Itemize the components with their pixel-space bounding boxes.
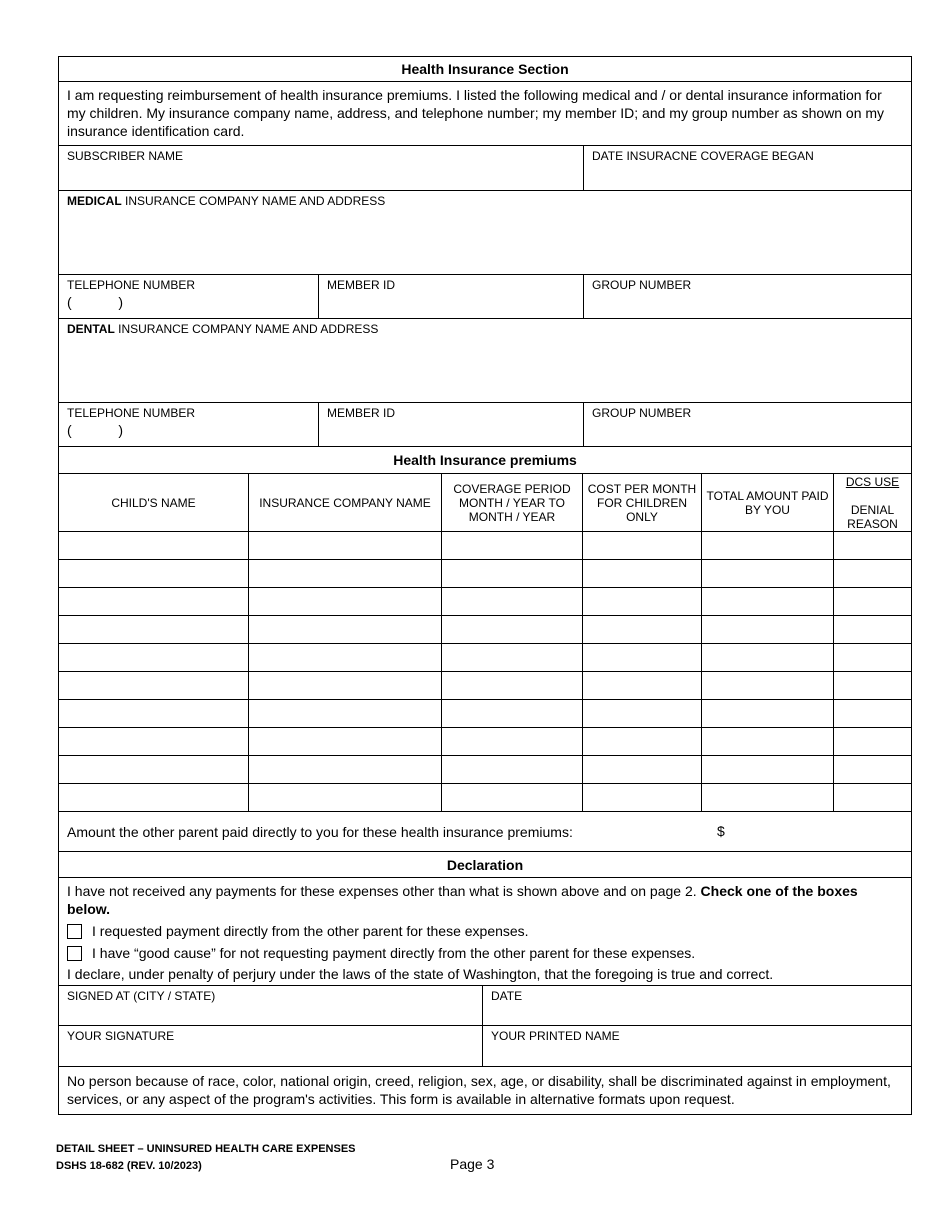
signature-field[interactable]: [59, 1026, 483, 1067]
cell[interactable]: [583, 728, 702, 756]
premium-row: [59, 728, 912, 756]
cell[interactable]: [834, 784, 912, 812]
dollar-sign: $: [717, 823, 725, 839]
cell[interactable]: [702, 644, 834, 672]
option-requested-payment[interactable]: [67, 922, 903, 940]
cell[interactable]: [59, 532, 249, 560]
option-good-cause-label: I have “good cause” for not requesting payment directly from the other parent for these expenses.: [92, 945, 696, 961]
cell[interactable]: [702, 532, 834, 560]
medical-phone-parens: ( ): [67, 294, 123, 310]
cell[interactable]: [442, 784, 583, 812]
cell[interactable]: [702, 756, 834, 784]
cell[interactable]: [702, 672, 834, 700]
cell[interactable]: [249, 588, 442, 616]
medical-telephone-field[interactable]: [59, 275, 319, 319]
cell[interactable]: [702, 560, 834, 588]
page-number: Page 3: [450, 1156, 495, 1172]
footer-title: DETAIL SHEET – UNINSURED HEALTH CARE EXPENSES: [56, 1143, 356, 1155]
signature-label: YOUR SIGNATURE: [67, 1029, 175, 1043]
medical-group-number-label: GROUP NUMBER: [592, 278, 692, 292]
dental-telephone-label: TELEPHONE NUMBER: [67, 406, 196, 420]
other-parent-amount-field[interactable]: [59, 812, 912, 852]
cell[interactable]: [249, 532, 442, 560]
premium-row: [59, 616, 912, 644]
other-parent-amount-label: Amount the other parent paid directly to you for these health insurance premiums:: [67, 823, 573, 840]
medical-company-label: [59, 191, 911, 208]
cell[interactable]: [59, 756, 249, 784]
perjury-statement: I declare, under penalty of perjury under the laws of the state of Washington, that the foregoing is true and correct.: [67, 966, 774, 982]
cell[interactable]: [442, 588, 583, 616]
denial-reason-label: DENIAL REASON: [847, 502, 898, 531]
declaration-instruction: Check one of the boxes below.: [67, 883, 858, 917]
cell[interactable]: [442, 672, 583, 700]
cell[interactable]: [583, 672, 702, 700]
printed-name-label: YOUR PRINTED NAME: [491, 1029, 620, 1043]
medical-member-id-field[interactable]: [319, 275, 584, 319]
cell[interactable]: [583, 756, 702, 784]
cell[interactable]: [249, 728, 442, 756]
cell[interactable]: [702, 700, 834, 728]
option-requested-payment-label: I requested payment directly from the other parent for these expenses.: [92, 923, 529, 939]
health-insurance-section-title: Health Insurance Section: [59, 57, 912, 82]
cell[interactable]: [834, 588, 912, 616]
col-coverage-period: COVERAGE PERIOD MONTH / YEAR TO MONTH / YEAR: [442, 474, 583, 532]
date-label: DATE: [491, 989, 523, 1003]
dental-bold: DENTAL: [67, 322, 115, 336]
premium-row: [59, 700, 912, 728]
declaration-text: I have not received any payments for these expenses other than what is shown above and on page 2.: [67, 883, 701, 899]
cell[interactable]: [59, 728, 249, 756]
subscriber-name-field[interactable]: [59, 146, 584, 191]
dental-group-number-label: GROUP NUMBER: [592, 406, 692, 420]
col-cost-per-month: COST PER MONTH FOR CHILDREN ONLY: [583, 474, 702, 532]
option-good-cause[interactable]: [67, 944, 903, 962]
cell[interactable]: [583, 644, 702, 672]
cell[interactable]: [59, 784, 249, 812]
signed-at-field[interactable]: [59, 986, 483, 1026]
col-total-paid: TOTAL AMOUNT PAID BY YOU: [702, 474, 834, 532]
cell[interactable]: [249, 784, 442, 812]
cell[interactable]: [702, 588, 834, 616]
dental-member-id-label: MEMBER ID: [327, 406, 396, 420]
health-insurance-table: [58, 56, 912, 447]
signed-at-label: SIGNED AT (CITY / STATE): [67, 989, 216, 1003]
cell[interactable]: [249, 616, 442, 644]
cell[interactable]: [59, 588, 249, 616]
cell[interactable]: [59, 560, 249, 588]
col-insurance-company: INSURANCE COMPANY NAME: [249, 474, 442, 532]
cell[interactable]: [442, 616, 583, 644]
footer-form-info: [56, 1141, 356, 1175]
footer-form-number: DSHS 18-682 (REV. 10/2023): [56, 1160, 202, 1172]
cell[interactable]: [583, 700, 702, 728]
form: [58, 56, 911, 1115]
cell[interactable]: [834, 700, 912, 728]
cell[interactable]: [59, 700, 249, 728]
cell[interactable]: [442, 728, 583, 756]
premiums-section-title: Health Insurance premiums: [59, 447, 912, 474]
cell[interactable]: [442, 700, 583, 728]
cell[interactable]: [583, 616, 702, 644]
cell[interactable]: [442, 644, 583, 672]
cell[interactable]: [583, 560, 702, 588]
dental-company-label: [59, 319, 911, 336]
checkbox-requested-payment[interactable]: [67, 924, 82, 939]
coverage-began-field[interactable]: [584, 146, 912, 191]
dental-label-rest: INSURANCE COMPANY NAME AND ADDRESS: [114, 322, 379, 336]
dental-group-number-field[interactable]: [584, 403, 912, 447]
health-insurance-intro: I am requesting reimbursement of health insurance premiums. I listed the following medical and / or dental insurance information for my children. My insurance company name, address, and telephone number; my member ID; and my group number as shown on my insurance identification card.: [59, 82, 912, 146]
dental-member-id-field[interactable]: [319, 403, 584, 447]
dental-company-field[interactable]: [59, 319, 912, 403]
declaration-table: [58, 851, 912, 1115]
premium-row: [59, 672, 912, 700]
premium-row: [59, 532, 912, 560]
dental-telephone-field[interactable]: [59, 403, 319, 447]
declaration-body: [59, 878, 912, 986]
medical-bold: MEDICAL: [67, 194, 122, 208]
premium-row: [59, 560, 912, 588]
cell[interactable]: [249, 672, 442, 700]
cell[interactable]: [249, 756, 442, 784]
cell[interactable]: [59, 616, 249, 644]
subscriber-name-label: SUBSCRIBER NAME: [67, 149, 184, 163]
medical-telephone-label: TELEPHONE NUMBER: [67, 278, 196, 292]
cell[interactable]: [249, 700, 442, 728]
cell[interactable]: [702, 728, 834, 756]
cell[interactable]: [442, 560, 583, 588]
cell[interactable]: [702, 616, 834, 644]
medical-company-field[interactable]: [59, 191, 912, 275]
col-child-name: CHILD'S NAME: [59, 474, 249, 532]
cell[interactable]: [249, 644, 442, 672]
medical-group-number-field[interactable]: [584, 275, 912, 319]
date-field[interactable]: [483, 986, 912, 1026]
cell[interactable]: [834, 532, 912, 560]
cell[interactable]: [834, 644, 912, 672]
premiums-table: [58, 446, 912, 852]
medical-label-rest: INSURANCE COMPANY NAME AND ADDRESS: [121, 194, 386, 208]
cell[interactable]: [583, 784, 702, 812]
cell[interactable]: [583, 532, 702, 560]
cell[interactable]: [834, 728, 912, 756]
cell[interactable]: [442, 532, 583, 560]
printed-name-field[interactable]: [483, 1026, 912, 1067]
nondiscrimination-notice: No person because of race, color, national origin, creed, religion, sex, age, or disability, shall be discriminated against in employment, services, or any aspect of the program's activities. This form is available in alternative formats upon request.: [59, 1067, 912, 1115]
cell[interactable]: [59, 672, 249, 700]
declaration-title: Declaration: [59, 852, 912, 878]
cell[interactable]: [583, 588, 702, 616]
cell[interactable]: [702, 784, 834, 812]
cell[interactable]: [834, 560, 912, 588]
dental-phone-parens: ( ): [67, 422, 123, 438]
declaration-statement: [67, 882, 903, 918]
cell[interactable]: [249, 560, 442, 588]
premium-row: [59, 784, 912, 812]
cell[interactable]: [442, 756, 583, 784]
dcs-use-label: DCS USE: [845, 474, 900, 489]
premium-row: [59, 588, 912, 616]
medical-member-id-label: MEMBER ID: [327, 278, 396, 292]
checkbox-good-cause[interactable]: [67, 946, 82, 961]
col-dcs-use: [834, 474, 912, 532]
premium-row: [59, 756, 912, 784]
cell[interactable]: [834, 756, 912, 784]
coverage-began-label: DATE INSURACNE COVERAGE BEGAN: [592, 149, 814, 163]
cell[interactable]: [59, 644, 249, 672]
premium-row: [59, 644, 912, 672]
cell[interactable]: [834, 616, 912, 644]
cell[interactable]: [834, 672, 912, 700]
